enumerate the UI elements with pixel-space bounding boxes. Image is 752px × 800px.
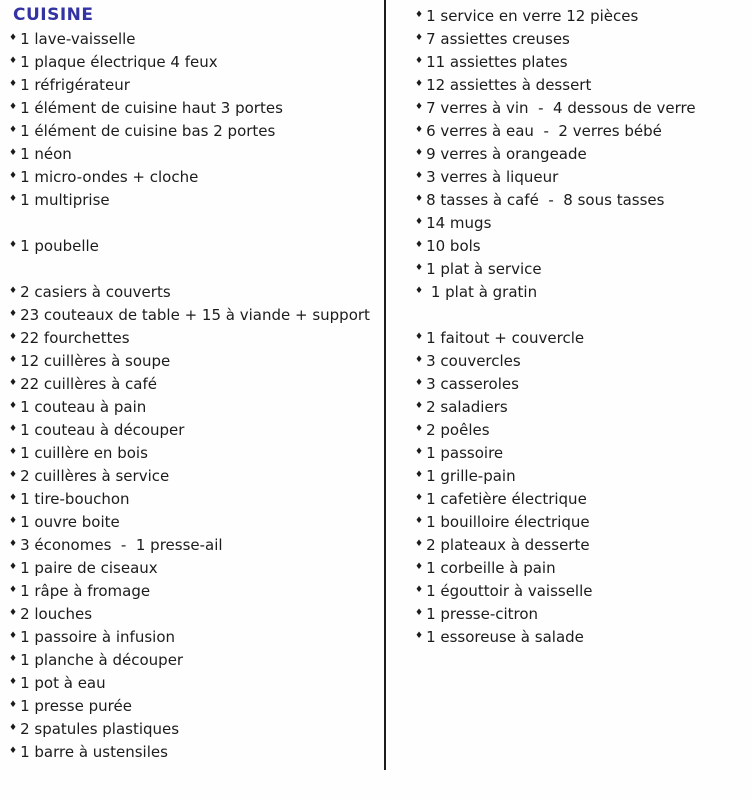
item-text: 1 élément de cuisine haut 3 portes bbox=[20, 98, 283, 117]
diamond-bullet-icon: ♦ bbox=[9, 171, 18, 181]
item-text: 1 passoire à infusion bbox=[20, 627, 175, 646]
list-item bbox=[415, 579, 749, 602]
item-text: 9 verres à orangeade bbox=[426, 144, 587, 163]
diamond-bullet-icon: ♦ bbox=[415, 125, 424, 135]
diamond-bullet-icon: ♦ bbox=[9, 355, 18, 365]
page-title: CUISINE bbox=[13, 5, 94, 25]
item-text: 2 casiers à couverts bbox=[20, 282, 171, 301]
item-text: 7 verres à vin - 4 dessous de verre bbox=[426, 98, 696, 117]
list-item bbox=[9, 418, 381, 441]
item-text: 1 plat à gratin bbox=[426, 282, 538, 301]
diamond-bullet-icon: ♦ bbox=[9, 401, 18, 411]
item-text: 2 poêles bbox=[426, 420, 490, 439]
list-item bbox=[9, 625, 381, 648]
diamond-bullet-icon: ♦ bbox=[9, 631, 18, 641]
diamond-bullet-icon: ♦ bbox=[415, 493, 424, 503]
list-item bbox=[415, 73, 749, 96]
diamond-bullet-icon: ♦ bbox=[415, 447, 424, 457]
list-item bbox=[415, 487, 749, 510]
item-text: 1 ouvre boite bbox=[20, 512, 120, 531]
item-text: 1 planche à découper bbox=[20, 650, 184, 669]
right-item-list bbox=[415, 4, 749, 648]
list-item bbox=[9, 671, 381, 694]
right-column bbox=[415, 4, 749, 648]
list-item bbox=[9, 96, 381, 119]
item-text: 1 presse purée bbox=[20, 696, 132, 715]
item-text: 1 corbeille à pain bbox=[426, 558, 556, 577]
list-item bbox=[415, 165, 749, 188]
item-text: 1 poubelle bbox=[20, 236, 99, 255]
diamond-bullet-icon: ♦ bbox=[9, 608, 18, 618]
list-item bbox=[415, 625, 749, 648]
item-text: 1 micro-ondes + cloche bbox=[20, 167, 199, 186]
list-item bbox=[9, 234, 381, 257]
item-text: 7 assiettes creuses bbox=[426, 29, 570, 48]
diamond-bullet-icon: ♦ bbox=[415, 10, 424, 20]
list-item bbox=[9, 740, 381, 763]
item-text: 1 pot à eau bbox=[20, 673, 106, 692]
left-column bbox=[9, 4, 381, 763]
list-item bbox=[9, 119, 381, 142]
item-text: 1 élément de cuisine bas 2 portes bbox=[20, 121, 276, 140]
column-divider bbox=[384, 0, 386, 770]
list-item bbox=[415, 119, 749, 142]
diamond-bullet-icon: ♦ bbox=[415, 332, 424, 342]
diamond-bullet-icon: ♦ bbox=[9, 424, 18, 434]
item-text: 1 réfrigérateur bbox=[20, 75, 130, 94]
list-item bbox=[415, 464, 749, 487]
diamond-bullet-icon: ♦ bbox=[415, 286, 424, 296]
list-item bbox=[415, 556, 749, 579]
item-text: 2 spatules plastiques bbox=[20, 719, 180, 738]
list-item bbox=[9, 579, 381, 602]
item-text: 22 cuillères à café bbox=[20, 374, 157, 393]
diamond-bullet-icon: ♦ bbox=[415, 240, 424, 250]
list-item bbox=[9, 142, 381, 165]
item-text: 3 économes - 1 presse-ail bbox=[20, 535, 223, 554]
item-text: 23 couteaux de table + 15 à viande + support bbox=[20, 305, 370, 324]
item-text: 2 saladiers bbox=[426, 397, 508, 416]
diamond-bullet-icon: ♦ bbox=[9, 240, 18, 250]
item-text: 14 mugs bbox=[426, 213, 492, 232]
diamond-bullet-icon: ♦ bbox=[415, 470, 424, 480]
list-item bbox=[415, 96, 749, 119]
item-text: 12 assiettes à dessert bbox=[426, 75, 592, 94]
diamond-bullet-icon: ♦ bbox=[9, 746, 18, 756]
list-item bbox=[415, 4, 749, 27]
list-item bbox=[9, 694, 381, 717]
item-text: 1 couteau à pain bbox=[20, 397, 147, 416]
list-item bbox=[9, 188, 381, 211]
left-item-list bbox=[9, 27, 381, 763]
item-text: 1 barre à ustensiles bbox=[20, 742, 168, 761]
item-text: 1 égouttoir à vaisselle bbox=[426, 581, 593, 600]
diamond-bullet-icon: ♦ bbox=[415, 608, 424, 618]
item-text: 1 lave-vaisselle bbox=[20, 29, 136, 48]
diamond-bullet-icon: ♦ bbox=[9, 585, 18, 595]
item-text: 10 bols bbox=[426, 236, 481, 255]
item-text: 1 plat à service bbox=[426, 259, 542, 278]
diamond-bullet-icon: ♦ bbox=[9, 286, 18, 296]
diamond-bullet-icon: ♦ bbox=[9, 148, 18, 158]
list-item bbox=[9, 441, 381, 464]
diamond-bullet-icon: ♦ bbox=[9, 516, 18, 526]
list-item bbox=[415, 372, 749, 395]
diamond-bullet-icon: ♦ bbox=[9, 378, 18, 388]
list-item bbox=[415, 349, 749, 372]
list-item bbox=[9, 372, 381, 395]
item-text: 1 presse-citron bbox=[426, 604, 539, 623]
item-text: 1 cuillère en bois bbox=[20, 443, 148, 462]
diamond-bullet-icon: ♦ bbox=[9, 33, 18, 43]
diamond-bullet-icon: ♦ bbox=[415, 217, 424, 227]
list-item bbox=[9, 280, 381, 303]
diamond-bullet-icon: ♦ bbox=[415, 355, 424, 365]
list-item bbox=[415, 303, 749, 326]
list-item bbox=[9, 648, 381, 671]
diamond-bullet-icon: ♦ bbox=[9, 539, 18, 549]
list-item bbox=[9, 349, 381, 372]
diamond-bullet-icon: ♦ bbox=[9, 677, 18, 687]
list-item bbox=[9, 211, 381, 234]
diamond-bullet-icon: ♦ bbox=[415, 401, 424, 411]
item-text: 1 service en verre 12 pièces bbox=[426, 6, 639, 25]
item-text: 1 cafetière électrique bbox=[426, 489, 587, 508]
list-item bbox=[9, 50, 381, 73]
item-text: 22 fourchettes bbox=[20, 328, 130, 347]
item-text: 12 cuillères à soupe bbox=[20, 351, 171, 370]
diamond-bullet-icon: ♦ bbox=[415, 194, 424, 204]
list-item bbox=[9, 717, 381, 740]
list-item bbox=[415, 510, 749, 533]
list-item bbox=[415, 326, 749, 349]
item-text: 1 faitout + couvercle bbox=[426, 328, 585, 347]
diamond-bullet-icon: ♦ bbox=[9, 332, 18, 342]
diamond-bullet-icon: ♦ bbox=[9, 125, 18, 135]
item-text: 1 multiprise bbox=[20, 190, 110, 209]
diamond-bullet-icon: ♦ bbox=[9, 562, 18, 572]
list-item bbox=[9, 602, 381, 625]
diamond-bullet-icon: ♦ bbox=[415, 424, 424, 434]
item-text: 1 essoreuse à salade bbox=[426, 627, 584, 646]
list-item bbox=[9, 533, 381, 556]
item-text: 2 plateaux à desserte bbox=[426, 535, 590, 554]
diamond-bullet-icon: ♦ bbox=[9, 700, 18, 710]
list-item bbox=[415, 602, 749, 625]
list-item bbox=[9, 556, 381, 579]
diamond-bullet-icon: ♦ bbox=[9, 493, 18, 503]
list-item bbox=[415, 533, 749, 556]
list-item bbox=[415, 211, 749, 234]
item-text: 11 assiettes plates bbox=[426, 52, 568, 71]
list-item bbox=[9, 326, 381, 349]
diamond-bullet-icon: ♦ bbox=[9, 309, 18, 319]
diamond-bullet-icon: ♦ bbox=[415, 539, 424, 549]
item-text: 3 casseroles bbox=[426, 374, 519, 393]
list-item bbox=[415, 27, 749, 50]
diamond-bullet-icon: ♦ bbox=[9, 102, 18, 112]
item-text: 8 tasses à café - 8 sous tasses bbox=[426, 190, 665, 209]
diamond-bullet-icon: ♦ bbox=[9, 79, 18, 89]
list-item bbox=[415, 441, 749, 464]
diamond-bullet-icon: ♦ bbox=[415, 148, 424, 158]
list-item bbox=[9, 27, 381, 50]
list-item bbox=[415, 257, 749, 280]
item-text: 1 passoire bbox=[426, 443, 504, 462]
list-item bbox=[415, 188, 749, 211]
diamond-bullet-icon: ♦ bbox=[9, 56, 18, 66]
item-text: 1 tire-bouchon bbox=[20, 489, 130, 508]
diamond-bullet-icon: ♦ bbox=[9, 723, 18, 733]
item-text: 1 grille-pain bbox=[426, 466, 516, 485]
item-text: 1 râpe à fromage bbox=[20, 581, 151, 600]
item-text: 1 néon bbox=[20, 144, 72, 163]
diamond-bullet-icon: ♦ bbox=[415, 56, 424, 66]
diamond-bullet-icon: ♦ bbox=[415, 102, 424, 112]
item-text: 1 paire de ciseaux bbox=[20, 558, 158, 577]
item-text: 1 bouilloire électrique bbox=[426, 512, 590, 531]
list-item bbox=[9, 510, 381, 533]
list-item bbox=[9, 257, 381, 280]
list-item bbox=[415, 234, 749, 257]
list-item bbox=[9, 395, 381, 418]
diamond-bullet-icon: ♦ bbox=[415, 171, 424, 181]
diamond-bullet-icon: ♦ bbox=[415, 263, 424, 273]
item-text: 3 verres à liqueur bbox=[426, 167, 559, 186]
item-text: 2 cuillères à service bbox=[20, 466, 170, 485]
diamond-bullet-icon: ♦ bbox=[9, 447, 18, 457]
list-item bbox=[415, 395, 749, 418]
diamond-bullet-icon: ♦ bbox=[415, 378, 424, 388]
list-item bbox=[9, 487, 381, 510]
list-item bbox=[415, 50, 749, 73]
item-text: 2 louches bbox=[20, 604, 93, 623]
item-text: 6 verres à eau - 2 verres bébé bbox=[426, 121, 662, 140]
item-text: 1 couteau à découper bbox=[20, 420, 185, 439]
list-item bbox=[9, 165, 381, 188]
diamond-bullet-icon: ♦ bbox=[415, 516, 424, 526]
diamond-bullet-icon: ♦ bbox=[9, 470, 18, 480]
list-item bbox=[9, 303, 381, 326]
list-item bbox=[415, 280, 749, 303]
list-item bbox=[9, 73, 381, 96]
diamond-bullet-icon: ♦ bbox=[9, 194, 18, 204]
diamond-bullet-icon: ♦ bbox=[9, 654, 18, 664]
diamond-bullet-icon: ♦ bbox=[415, 79, 424, 89]
diamond-bullet-icon: ♦ bbox=[415, 585, 424, 595]
diamond-bullet-icon: ♦ bbox=[415, 562, 424, 572]
list-item bbox=[415, 418, 749, 441]
item-text: 3 couvercles bbox=[426, 351, 521, 370]
list-item bbox=[415, 142, 749, 165]
list-item bbox=[9, 464, 381, 487]
item-text: 1 plaque électrique 4 feux bbox=[20, 52, 218, 71]
diamond-bullet-icon: ♦ bbox=[415, 33, 424, 43]
diamond-bullet-icon: ♦ bbox=[415, 631, 424, 641]
